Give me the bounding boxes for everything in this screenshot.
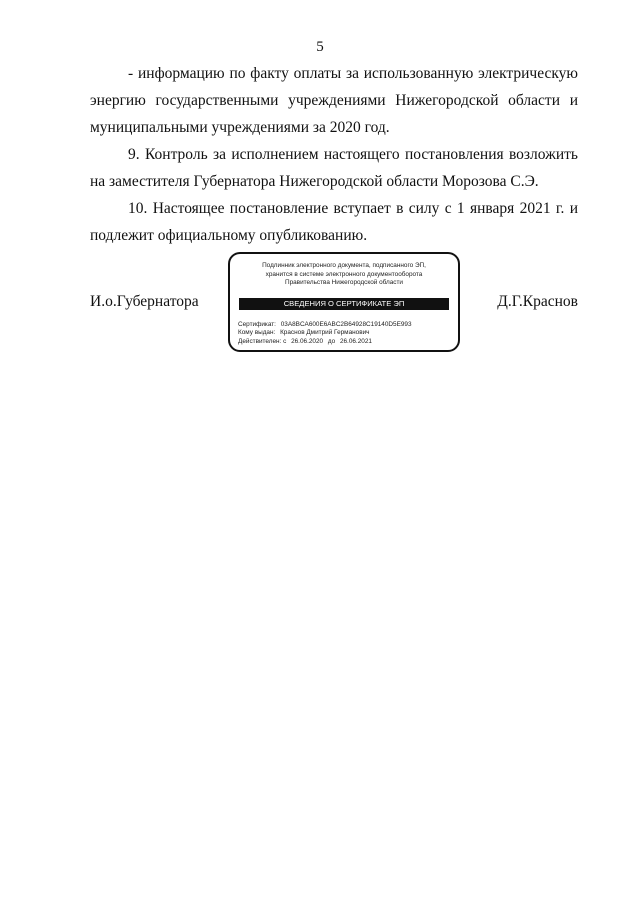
issued-to-label: Кому выдан: bbox=[238, 329, 276, 337]
certificate-serial: 03A8BCA600E6ABC2B64928C19140D5E993 bbox=[280, 321, 412, 328]
paragraph-control: 9. Контроль за исполнением настоящего постановления возложить на заместителя Губернатора Нижегородской области Морозова С.Э. bbox=[90, 146, 578, 190]
stamp-intro-line: хранится в системе электронного документооборота bbox=[265, 270, 423, 278]
valid-to-date: 26.06.2021 bbox=[339, 337, 372, 345]
issued-to-row bbox=[238, 329, 452, 337]
paragraph-payment-info: - информацию по факту оплаты за использованную электрическую энергию государственными учреждениями Нижегородской области и муниципальными учреждениями за 2020 год. bbox=[90, 65, 578, 136]
stamp-intro-line: Правительства Нижегородской области bbox=[284, 279, 404, 287]
signer-name: Д.Г.Краснов bbox=[497, 293, 578, 310]
valid-to-label: до bbox=[327, 337, 336, 345]
issued-to-name: Краснов Дмитрий Германович bbox=[280, 329, 370, 337]
page-number: 5 bbox=[316, 39, 324, 55]
document-body bbox=[90, 60, 578, 249]
paragraph-effective-date: 10. Настоящее постановление вступает в силу с 1 января 2021 г. и подлежит официальному опубликованию. bbox=[90, 200, 578, 244]
certificate-label: Сертификат: bbox=[238, 321, 276, 328]
stamp-intro bbox=[236, 262, 452, 288]
stamp-intro-line: Подлинник электронного документа, подписанного ЭП, bbox=[262, 262, 426, 269]
signature-block bbox=[90, 252, 578, 356]
validity-row bbox=[238, 338, 452, 346]
e-signature-stamp bbox=[228, 252, 460, 352]
stamp-details bbox=[238, 321, 452, 346]
valid-from-date: 26.06.2020 bbox=[291, 337, 324, 345]
stamp-header: СВЕДЕНИЯ О СЕРТИФИКАТЕ ЭП bbox=[239, 298, 449, 310]
valid-from-label: Действителен: с bbox=[238, 337, 287, 345]
signer-title: И.о.Губернатора bbox=[90, 293, 199, 310]
